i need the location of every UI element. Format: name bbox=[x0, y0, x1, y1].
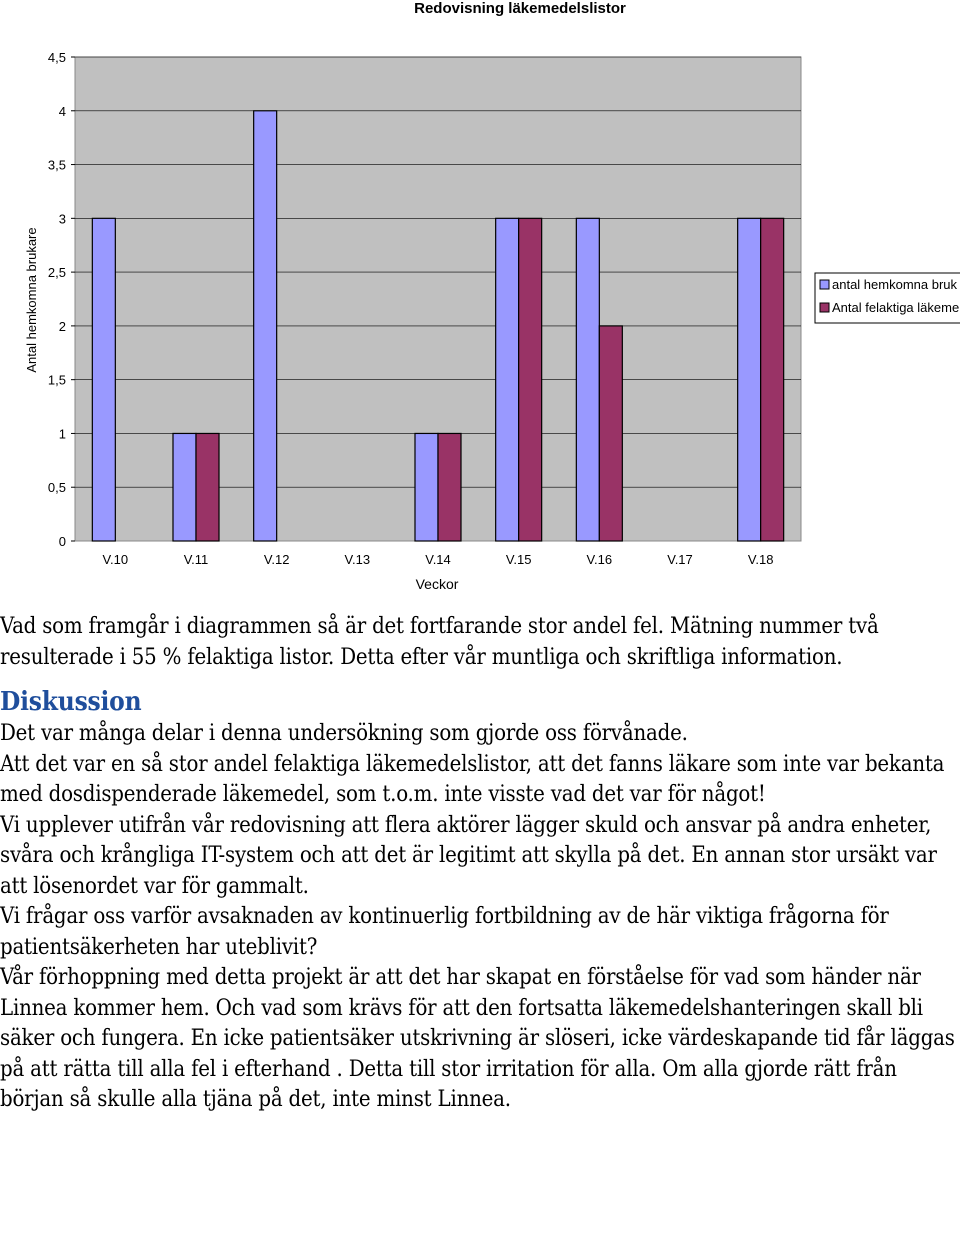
paragraph: Det var många delar i denna undersökning som gjorde oss förvånade. bbox=[0, 721, 688, 746]
bar-chart bbox=[0, 0, 960, 600]
bar bbox=[92, 218, 115, 541]
bar bbox=[738, 218, 761, 541]
x-tick-label: V.18 bbox=[747, 552, 774, 567]
legend-swatch bbox=[820, 303, 829, 312]
x-tick-label: V.17 bbox=[667, 552, 693, 567]
bar bbox=[496, 218, 519, 541]
chart-legend bbox=[815, 273, 960, 323]
y-tick-label: 3,5 bbox=[47, 157, 66, 173]
bar bbox=[173, 433, 196, 541]
x-tick-label: V.16 bbox=[586, 552, 613, 567]
bar bbox=[438, 433, 461, 541]
legend-swatch bbox=[820, 280, 829, 289]
x-axis-label: Veckor bbox=[415, 576, 459, 592]
y-tick-label: 1,5 bbox=[47, 372, 66, 388]
x-tick-label: V.13 bbox=[344, 552, 371, 567]
x-tick-label: V.10 bbox=[102, 552, 129, 567]
y-tick-label: 3 bbox=[58, 211, 66, 227]
document-body bbox=[0, 612, 960, 1116]
bar bbox=[599, 326, 622, 541]
paragraph: Vi upplever utifrån vår redovisning att flera aktörer lägger skuld och ansvar på andra enheter, svåra och krångliga IT-system och att det är legitimt att skylla på det. En annan stor ursäkt var att lösenordet var för gammalt. bbox=[0, 812, 937, 899]
paragraph: Att det var en så stor andel felaktiga läkemedelslistor, att det fanns läkare som inte var bekanta med dosdispenderade läkemedel, som t.o.m. inte visste vad det var för något! bbox=[0, 751, 945, 807]
bar bbox=[254, 111, 277, 541]
y-tick-label: 2,5 bbox=[47, 265, 66, 281]
bar bbox=[519, 218, 542, 541]
bar bbox=[196, 433, 219, 541]
bar bbox=[761, 218, 784, 541]
x-tick-label: V.12 bbox=[263, 552, 290, 567]
legend-label: Antal felaktiga läkeme bbox=[832, 300, 960, 315]
y-tick-label: 0,5 bbox=[47, 480, 66, 496]
bar bbox=[415, 433, 438, 541]
section-heading: Diskussion bbox=[0, 687, 142, 717]
legend-label: antal hemkomna bruk bbox=[832, 277, 958, 292]
y-axis-label: Antal hemkomna brukare bbox=[24, 227, 39, 373]
intro-paragraph: Vad som framgår i diagrammen så är det fortfarande stor andel fel. Mätning nummer två resulterade i 55 % felaktiga listor. Detta efter vår muntliga och skriftliga information. bbox=[0, 614, 879, 670]
y-tick-label: 2 bbox=[58, 318, 66, 334]
paragraph: Vi frågar oss varför avsaknaden av kontinuerlig fortbildning av de här viktiga frågorna för patientsäkerheten har uteblivit? bbox=[0, 904, 889, 960]
x-tick-label: V.15 bbox=[505, 552, 532, 567]
y-tick-label: 1 bbox=[58, 426, 66, 442]
paragraph: Vår förhoppning med detta projekt är att det har skapat en förståelse för vad som händer när Linnea kommer hem. Och vad som krävs för att den fortsatta läkemedelshanteringen skall bli säker och fungera. En icke patientsäker utskrivning är slöseri, icke värdeskapande tid får läggas på att rätta till alla fel i efterhand . Detta till stor irritation för alla. Om alla gjorde rätt från början så skulle alla tjäna på det, inte minst Linnea. bbox=[0, 965, 955, 1112]
x-tick-label: V.11 bbox=[183, 552, 209, 567]
x-tick-label: V.14 bbox=[425, 552, 451, 567]
y-tick-label: 4,5 bbox=[47, 50, 66, 65]
y-tick-label: 4 bbox=[58, 103, 66, 119]
chart-title: Redovisning läkemedelslistor bbox=[414, 0, 626, 17]
bar bbox=[576, 218, 599, 541]
y-tick-label: 0 bbox=[58, 534, 66, 549]
